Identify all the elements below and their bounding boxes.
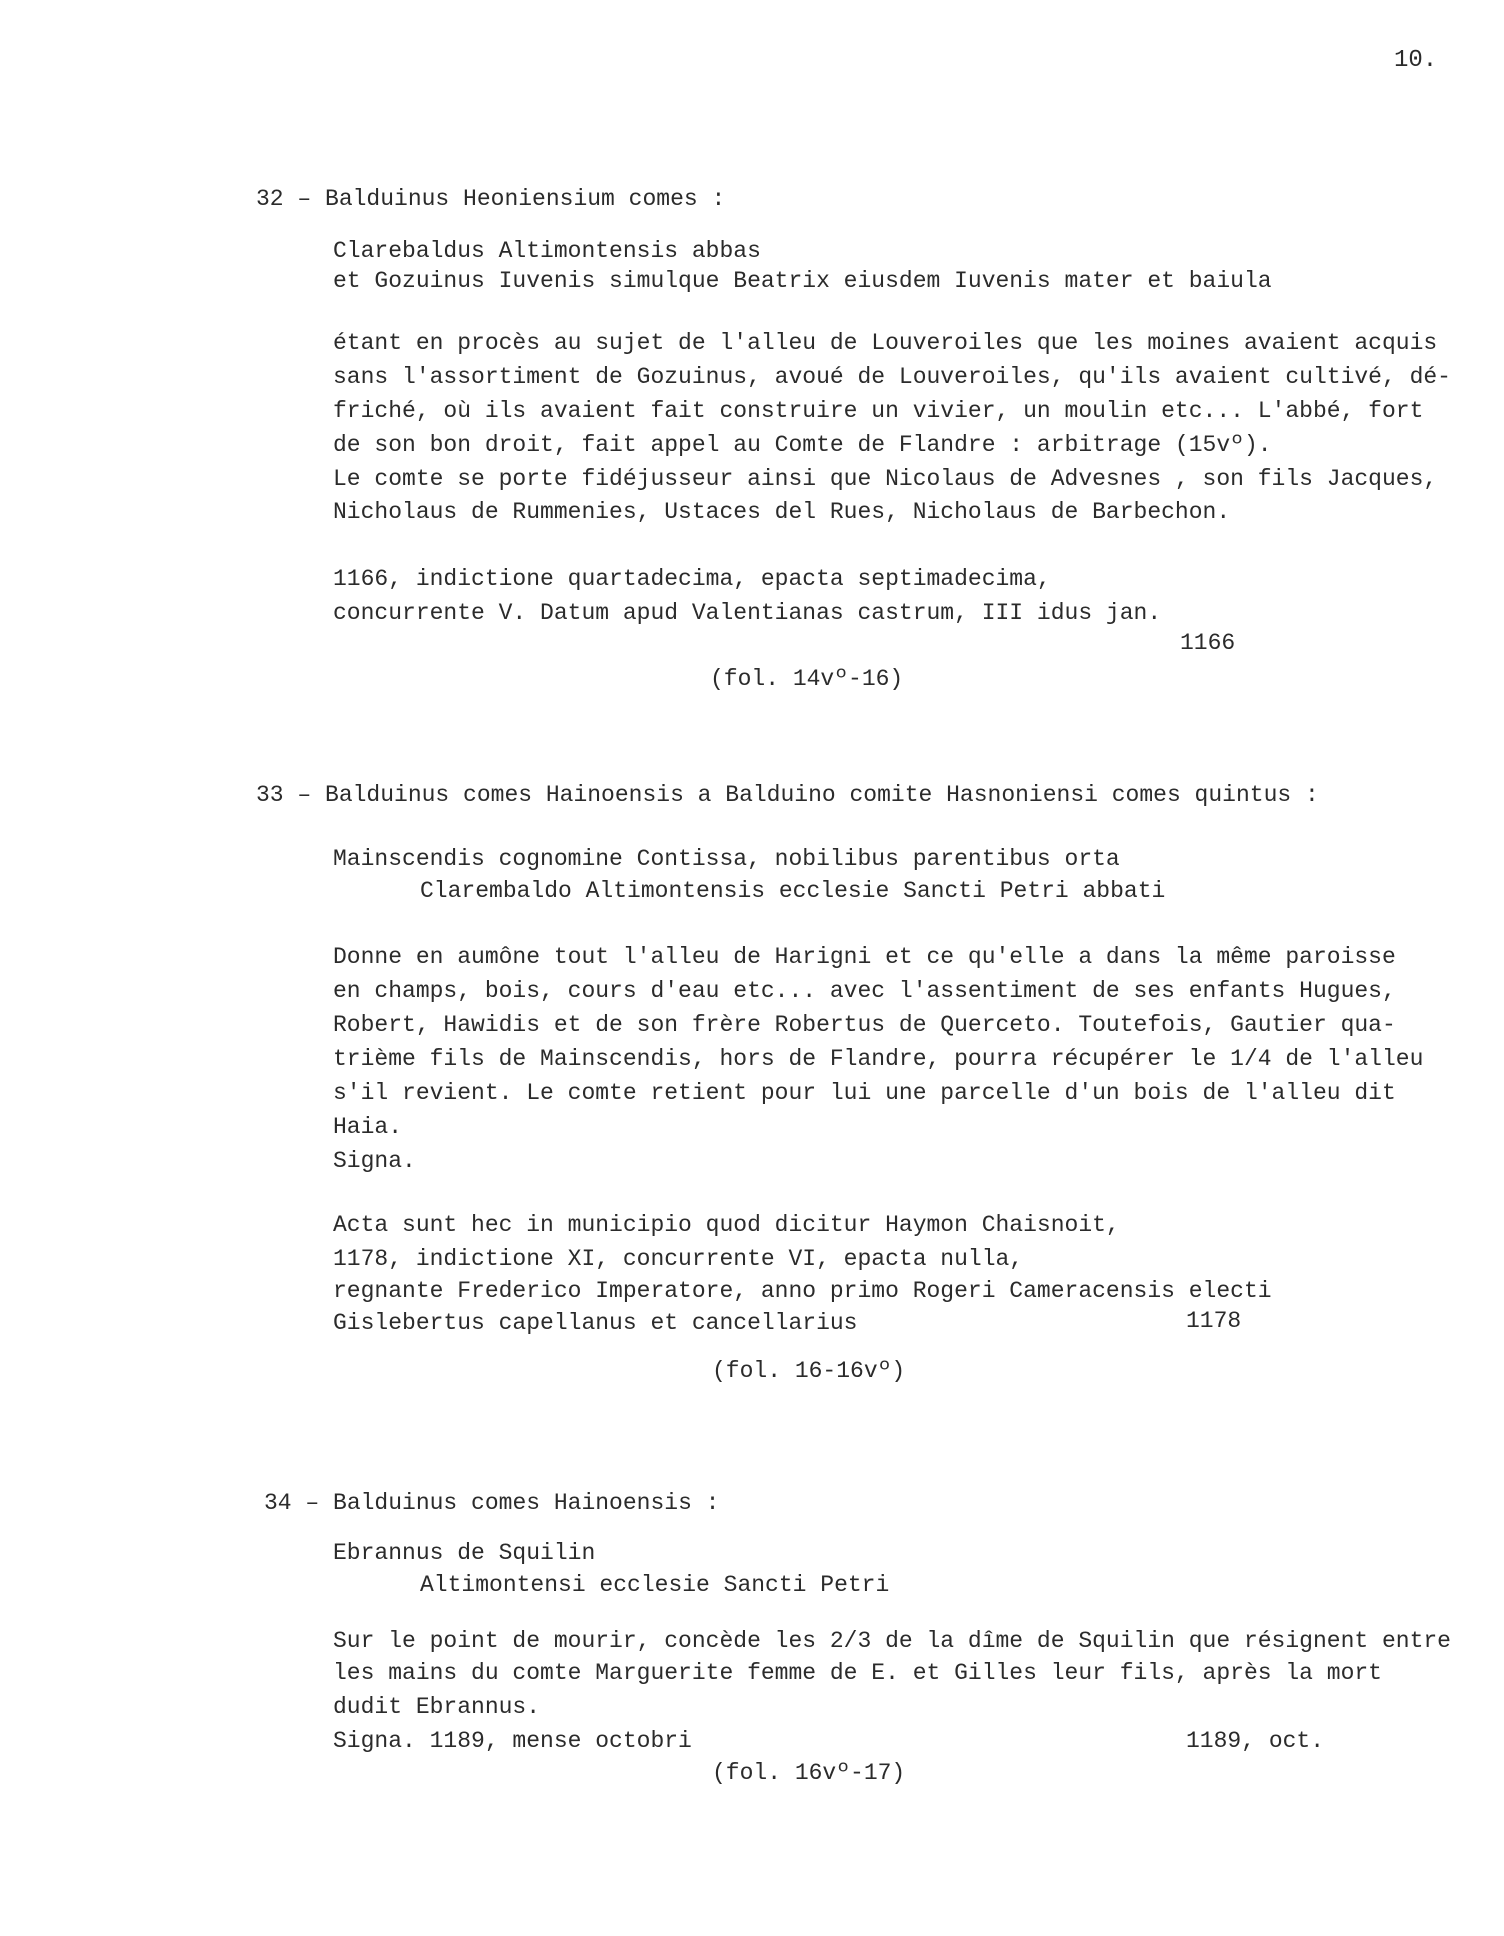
summary-line: Signa. (333, 1148, 416, 1174)
dating-line: 1178, indictione XI, concurrente VI, epacta nulla, (333, 1246, 1024, 1272)
summary-line: Haia. (333, 1114, 403, 1140)
summary-line: sans l'assortiment de Gozuinus, avoué de Louveroiles, qu'ils avaient cultivé, dé- (333, 364, 1451, 390)
dating-line: 1166, indictione quartadecima, epacta septimadecima, (333, 566, 1051, 592)
dating-line: regnante Frederico Imperatore, anno primo Rogeri Cameracensis electi (333, 1278, 1272, 1304)
charter-date: 1166 (1180, 630, 1236, 656)
summary-line: s'il revient. Le comte retient pour lui une parcelle d'un bois de l'alleu dit (333, 1080, 1396, 1106)
summary-line: étant en procès au sujet de l'alleu de Louveroiles que les moines avaient acquis (333, 330, 1438, 356)
party-line: et Gozuinus Iuvenis simulque Beatrix eiusdem Iuvenis mater et baiula (333, 268, 1272, 294)
dating-line: Acta sunt hec in municipio quod dicitur Haymon Chaisnoit, (333, 1212, 1120, 1238)
summary-line: Signa. 1189, mense octobri (333, 1728, 692, 1754)
entry-heading: 33 – Balduinus comes Hainoensis a Balduino comite Hasnoniensi comes quintus : (256, 782, 1319, 808)
party-line: Clarebaldus Altimontensis abbas (333, 238, 761, 264)
summary-line: dudit Ebrannus. (333, 1694, 541, 1720)
party-line: Mainscendis cognomine Contissa, nobilibus parentibus orta (333, 846, 1120, 872)
folio-reference: (fol. 16vº-17) (712, 1760, 906, 1786)
folio-reference: (fol. 14vº-16) (710, 666, 904, 692)
entry-heading: 32 – Balduinus Heoniensium comes : (256, 186, 726, 212)
summary-line: trième fils de Mainscendis, hors de Flandre, pourra récupérer le 1/4 de l'alleu (333, 1046, 1424, 1072)
folio-reference: (fol. 16-16vº) (712, 1358, 906, 1384)
summary-line: Le comte se porte fidéjusseur ainsi que Nicolaus de Advesnes , son fils Jacques, (333, 466, 1438, 492)
party-line: Clarembaldo Altimontensis ecclesie Sancti Petri abbati (420, 878, 1166, 904)
summary-line: Nicholaus de Rummenies, Ustaces del Rues, Nicholaus de Barbechon. (333, 499, 1231, 525)
page-number: 10. (1394, 47, 1438, 74)
summary-line: friché, où ils avaient fait construire un vivier, un moulin etc... L'abbé, fort (333, 398, 1424, 424)
dating-line: concurrente V. Datum apud Valentianas castrum, III idus jan. (333, 600, 1162, 626)
party-line: Altimontensi ecclesie Sancti Petri (420, 1572, 890, 1598)
party-line: Ebrannus de Squilin (333, 1540, 596, 1566)
charter-date: 1178 (1186, 1308, 1242, 1334)
dating-line: Gislebertus capellanus et cancellarius (333, 1310, 858, 1336)
summary-line: Donne en aumône tout l'alleu de Harigni et ce qu'elle a dans la même paroisse (333, 944, 1396, 970)
summary-line: les mains du comte Marguerite femme de E. et Gilles leur fils, après la mort (333, 1660, 1382, 1686)
summary-line: Robert, Hawidis et de son frère Robertus de Querceto. Toutefois, Gautier qua- (333, 1012, 1396, 1038)
summary-line: de son bon droit, fait appel au Comte de Flandre : arbitrage (15vº). (333, 432, 1272, 458)
summary-line: Sur le point de mourir, concède les 2/3 de la dîme de Squilin que résignent entre (333, 1628, 1451, 1654)
entry-heading: 34 – Balduinus comes Hainoensis : (264, 1490, 720, 1516)
charter-date: 1189, oct. (1186, 1728, 1325, 1754)
summary-line: en champs, bois, cours d'eau etc... avec l'assentiment de ses enfants Hugues, (333, 978, 1396, 1004)
